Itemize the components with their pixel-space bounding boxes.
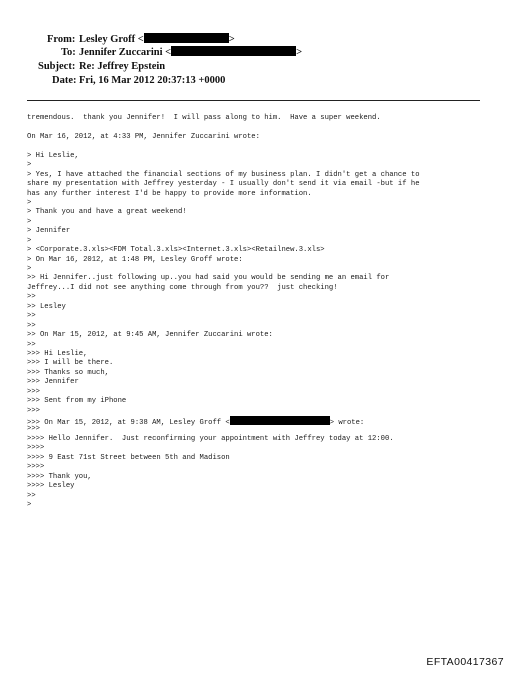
body-line: >> (27, 491, 36, 500)
to-suffix: > (296, 47, 303, 58)
body-line: >>> I will be there. (27, 359, 114, 368)
body-line: >>> Sent from my iPhone (27, 397, 127, 406)
body-line: > Yes, I have attached the financial sections of my business plan. I didn't get a chance to (27, 170, 420, 179)
to-label: To: (61, 47, 76, 58)
body-line: >>> Hi Leslie, (27, 349, 88, 358)
body-line (27, 123, 497, 132)
bates-number: EFTA00417367 (426, 656, 504, 668)
body-line: >>>> Hello Jennifer. Just reconfirming your appointment with Jeffrey today at 12:00. (27, 434, 394, 443)
redaction-bar (144, 33, 229, 43)
date-label: Date: (52, 75, 77, 86)
body-line: tremendous. thank you Jennifer! I will pass along to him. Have a super weekend. (27, 114, 381, 122)
header-subject (0, 60, 512, 74)
date-value: Fri, 16 Mar 2012 20:37:13 +0000 (79, 75, 226, 86)
body-line: > (27, 265, 32, 273)
body-line: >>> (27, 406, 40, 415)
body-line: >>> (27, 425, 40, 434)
body-line: > Hi Leslie, (27, 151, 79, 160)
header-to (0, 46, 512, 60)
from-value (79, 33, 235, 47)
body-line: > (27, 198, 32, 207)
body-line: > (27, 500, 32, 509)
body-line: >> (27, 321, 36, 330)
body-line: >> (27, 293, 36, 302)
header-date (0, 74, 512, 88)
header-from (0, 33, 512, 47)
subject-label: Subject: (38, 61, 76, 72)
body-line-redacted (27, 416, 497, 425)
email-body (27, 114, 497, 510)
body-line: > On Mar 16, 2012, at 1:48 PM, Lesley Groff wrote: (27, 255, 243, 264)
body-line: >> Lesley (27, 302, 66, 311)
body-line: Jeffrey...I did not see anything come through from you?? just checking! (27, 283, 338, 292)
body-line: >>>> (27, 444, 45, 453)
body-line: has any further interest I'd be happy to provide more information. (27, 189, 312, 198)
from-suffix: > (228, 34, 235, 45)
from-label: From: (47, 34, 76, 45)
body-line: >> On Mar 15, 2012, at 9:45 AM, Jennifer Zuccarini wrote: (27, 331, 273, 340)
body-line: > Thank you and have a great weekend! (27, 208, 187, 217)
from-name: Lesley Groff < (79, 34, 144, 45)
body-line: >>>> Thank you, (27, 472, 92, 481)
body-line: >>>> Lesley (27, 482, 75, 491)
body-line (27, 142, 497, 151)
body-line: On Mar 16, 2012, at 4:33 PM, Jennifer Zuccarini wrote: (27, 132, 260, 141)
to-value (79, 46, 302, 60)
body-line: share my presentation with Jeffrey yesterday - I usually don't send it via email -but if he (27, 180, 420, 189)
redaction-bar (230, 416, 330, 425)
body-line-suffix: > wrote: (329, 419, 365, 427)
body-line: >>>> 9 East 71st Street between 5th and Madison (27, 453, 230, 462)
body-line: > (27, 236, 32, 245)
body-line: >>> Thanks so much, (27, 368, 109, 377)
body-line: > (27, 161, 32, 170)
redaction-bar (171, 46, 296, 56)
body-line: > (27, 217, 32, 226)
subject-value: Re: Jeffrey Epstein (79, 61, 166, 72)
body-line-prefix: >>> On Mar 15, 2012, at 9:38 AM, Lesley Groff < (27, 419, 230, 427)
body-line: >> Hi Jennifer..just following up..you had said you would be sending me an email for (27, 274, 390, 283)
body-line: >>>> (27, 463, 45, 472)
body-line: >> (27, 312, 36, 321)
body-line: > <Corporate.3.xls><FDM Total.3.xls><Internet.3.xls><Retailnew.3.xls> (27, 246, 325, 255)
header-divider (27, 100, 480, 101)
body-line: >> (27, 340, 36, 349)
body-line: >>> (27, 387, 40, 396)
to-name: Jennifer Zuccarini < (79, 47, 172, 58)
body-line: >>> Jennifer (27, 378, 79, 387)
body-line: > Jennifer (27, 227, 71, 236)
